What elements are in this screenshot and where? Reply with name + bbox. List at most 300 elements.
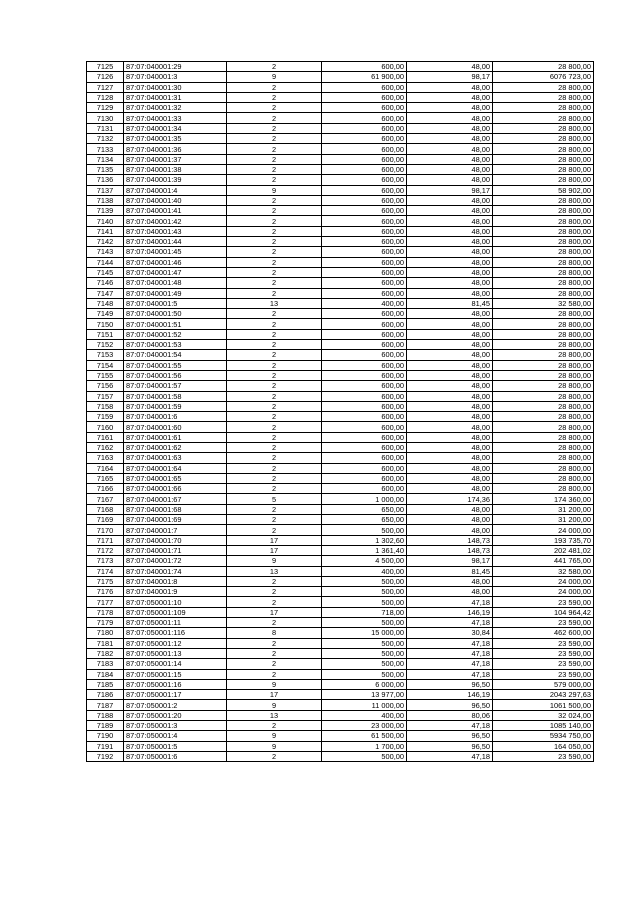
class-code: 2	[227, 113, 322, 123]
cadastral-value: 31 200,00	[493, 515, 594, 525]
area-value: 600,00	[322, 164, 407, 174]
cadastral-value: 28 800,00	[493, 278, 594, 288]
cadastral-value: 28 800,00	[493, 123, 594, 133]
area-value: 600,00	[322, 154, 407, 164]
table-row	[87, 700, 594, 710]
area-value: 600,00	[322, 473, 407, 483]
class-code: 2	[227, 175, 322, 185]
table-row	[87, 710, 594, 720]
rate-value: 48,00	[407, 525, 493, 535]
table-row	[87, 679, 594, 689]
rate-value: 47,18	[407, 648, 493, 658]
cadastral-number: 87:07:050001:6	[124, 751, 227, 761]
area-value: 600,00	[322, 226, 407, 236]
area-value: 600,00	[322, 113, 407, 123]
cadastral-number: 87:07:050001:5	[124, 741, 227, 751]
cadastral-value: 28 800,00	[493, 422, 594, 432]
table-row	[87, 412, 594, 422]
rate-value: 96,50	[407, 700, 493, 710]
class-code: 2	[227, 576, 322, 586]
class-code: 17	[227, 545, 322, 555]
table-row	[87, 535, 594, 545]
cadastral-number: 87:07:040001:44	[124, 237, 227, 247]
area-value: 600,00	[322, 237, 407, 247]
cadastral-number: 87:07:040001:5	[124, 298, 227, 308]
cadastral-value: 28 800,00	[493, 473, 594, 483]
cadastral-value: 23 590,00	[493, 597, 594, 607]
cadastral-value: 24 000,00	[493, 587, 594, 597]
rate-value: 48,00	[407, 587, 493, 597]
rate-value: 48,00	[407, 257, 493, 267]
table-row	[87, 751, 594, 761]
cadastral-value: 31 200,00	[493, 504, 594, 514]
table-row	[87, 463, 594, 473]
row-number: 7147	[87, 288, 124, 298]
rate-value: 48,00	[407, 319, 493, 329]
cadastral-number: 87:07:050001:16	[124, 679, 227, 689]
class-code: 17	[227, 607, 322, 617]
row-number: 7155	[87, 370, 124, 380]
row-number: 7135	[87, 164, 124, 174]
cadastral-value: 579 000,00	[493, 679, 594, 689]
table-row	[87, 659, 594, 669]
cadastral-value: 23 590,00	[493, 638, 594, 648]
cadastre-table	[86, 61, 594, 762]
rate-value: 48,00	[407, 360, 493, 370]
row-number: 7133	[87, 144, 124, 154]
class-code: 9	[227, 72, 322, 82]
area-value: 400,00	[322, 710, 407, 720]
class-code: 2	[227, 103, 322, 113]
class-code: 2	[227, 648, 322, 658]
table-row	[87, 607, 594, 617]
row-number: 7191	[87, 741, 124, 751]
rate-value: 98,17	[407, 185, 493, 195]
rate-value: 48,00	[407, 515, 493, 525]
class-code: 2	[227, 638, 322, 648]
row-number: 7132	[87, 134, 124, 144]
row-number: 7186	[87, 690, 124, 700]
rate-value: 48,00	[407, 164, 493, 174]
area-value: 500,00	[322, 659, 407, 669]
rate-value: 174,36	[407, 494, 493, 504]
cadastral-value: 28 800,00	[493, 226, 594, 236]
area-value: 600,00	[322, 453, 407, 463]
rate-value: 148,73	[407, 545, 493, 555]
cadastral-value: 58 902,00	[493, 185, 594, 195]
rate-value: 96,50	[407, 679, 493, 689]
cadastral-value: 28 800,00	[493, 82, 594, 92]
rate-value: 96,50	[407, 741, 493, 751]
rate-value: 48,00	[407, 195, 493, 205]
rate-value: 48,00	[407, 123, 493, 133]
cadastral-number: 87:07:050001:4	[124, 731, 227, 741]
cadastral-number: 87:07:040001:30	[124, 82, 227, 92]
table-row	[87, 545, 594, 555]
rate-value: 146,19	[407, 690, 493, 700]
area-value: 500,00	[322, 587, 407, 597]
table-row	[87, 226, 594, 236]
cadastral-number: 87:07:040001:38	[124, 164, 227, 174]
area-value: 600,00	[322, 288, 407, 298]
class-code: 2	[227, 154, 322, 164]
cadastral-value: 5934 750,00	[493, 731, 594, 741]
rate-value: 48,00	[407, 391, 493, 401]
row-number: 7187	[87, 700, 124, 710]
row-number: 7176	[87, 587, 124, 597]
cadastral-number: 87:07:040001:59	[124, 401, 227, 411]
cadastral-value: 202 481,02	[493, 545, 594, 555]
class-code: 2	[227, 381, 322, 391]
cadastral-number: 87:07:040001:61	[124, 432, 227, 442]
cadastral-number: 87:07:040001:54	[124, 350, 227, 360]
area-value: 500,00	[322, 618, 407, 628]
class-code: 9	[227, 556, 322, 566]
cadastral-number: 87:07:040001:71	[124, 545, 227, 555]
cadastral-value: 28 800,00	[493, 164, 594, 174]
row-number: 7138	[87, 195, 124, 205]
cadastral-value: 28 800,00	[493, 381, 594, 391]
rate-value: 148,73	[407, 535, 493, 545]
row-number: 7144	[87, 257, 124, 267]
rate-value: 98,17	[407, 556, 493, 566]
area-value: 600,00	[322, 350, 407, 360]
class-code: 2	[227, 206, 322, 216]
table-row	[87, 690, 594, 700]
cadastral-value: 23 590,00	[493, 669, 594, 679]
area-value: 600,00	[322, 309, 407, 319]
area-value: 1 361,40	[322, 545, 407, 555]
class-code: 5	[227, 494, 322, 504]
cadastral-number: 87:07:040001:43	[124, 226, 227, 236]
class-code: 2	[227, 391, 322, 401]
rate-value: 48,00	[407, 237, 493, 247]
class-code: 2	[227, 659, 322, 669]
row-number: 7166	[87, 484, 124, 494]
cadastral-value: 28 800,00	[493, 340, 594, 350]
area-value: 500,00	[322, 669, 407, 679]
cadastral-number: 87:07:040001:32	[124, 103, 227, 113]
rate-value: 48,00	[407, 206, 493, 216]
cadastral-number: 87:07:040001:47	[124, 267, 227, 277]
table-row	[87, 741, 594, 751]
area-value: 600,00	[322, 360, 407, 370]
class-code: 2	[227, 247, 322, 257]
table-row	[87, 278, 594, 288]
class-code: 2	[227, 473, 322, 483]
cadastral-value: 28 800,00	[493, 154, 594, 164]
class-code: 2	[227, 144, 322, 154]
cadastral-number: 87:07:040001:37	[124, 154, 227, 164]
cadastral-value: 24 000,00	[493, 576, 594, 586]
area-value: 600,00	[322, 412, 407, 422]
class-code: 2	[227, 329, 322, 339]
table-row	[87, 185, 594, 195]
area-value: 600,00	[322, 278, 407, 288]
row-number: 7154	[87, 360, 124, 370]
cadastral-number: 87:07:040001:72	[124, 556, 227, 566]
cadastral-number: 87:07:040001:51	[124, 319, 227, 329]
row-number: 7183	[87, 659, 124, 669]
area-value: 6 000,00	[322, 679, 407, 689]
cadastral-value: 104 964,42	[493, 607, 594, 617]
class-code: 2	[227, 278, 322, 288]
class-code: 2	[227, 618, 322, 628]
rate-value: 96,50	[407, 731, 493, 741]
class-code: 2	[227, 504, 322, 514]
class-code: 2	[227, 340, 322, 350]
row-number: 7130	[87, 113, 124, 123]
cadastral-number: 87:07:040001:58	[124, 391, 227, 401]
area-value: 650,00	[322, 504, 407, 514]
cadastral-value: 28 800,00	[493, 267, 594, 277]
cadastral-value: 28 800,00	[493, 401, 594, 411]
table-row	[87, 62, 594, 72]
class-code: 2	[227, 319, 322, 329]
rate-value: 48,00	[407, 463, 493, 473]
table-row	[87, 504, 594, 514]
row-number: 7136	[87, 175, 124, 185]
table-row	[87, 618, 594, 628]
area-value: 4 500,00	[322, 556, 407, 566]
cadastral-number: 87:07:040001:60	[124, 422, 227, 432]
row-number: 7143	[87, 247, 124, 257]
table-row	[87, 195, 594, 205]
row-number: 7157	[87, 391, 124, 401]
cadastral-value: 23 590,00	[493, 648, 594, 658]
area-value: 600,00	[322, 92, 407, 102]
class-code: 2	[227, 257, 322, 267]
cadastral-value: 32 024,00	[493, 710, 594, 720]
table-row	[87, 731, 594, 741]
class-code: 2	[227, 360, 322, 370]
row-number: 7137	[87, 185, 124, 195]
class-code: 9	[227, 700, 322, 710]
row-number: 7128	[87, 92, 124, 102]
cadastral-number: 87:07:040001:45	[124, 247, 227, 257]
cadastral-number: 87:07:040001:8	[124, 576, 227, 586]
row-number: 7162	[87, 442, 124, 452]
rate-value: 48,00	[407, 278, 493, 288]
cadastral-number: 87:07:040001:36	[124, 144, 227, 154]
row-number: 7139	[87, 206, 124, 216]
row-number: 7170	[87, 525, 124, 535]
rate-value: 47,18	[407, 618, 493, 628]
table-row	[87, 597, 594, 607]
cadastral-value: 193 735,70	[493, 535, 594, 545]
class-code: 2	[227, 453, 322, 463]
cadastral-value: 6076 723,00	[493, 72, 594, 82]
row-number: 7161	[87, 432, 124, 442]
row-number: 7179	[87, 618, 124, 628]
table-row	[87, 648, 594, 658]
cadastral-number: 87:07:040001:39	[124, 175, 227, 185]
cadastral-number: 87:07:050001:109	[124, 607, 227, 617]
row-number: 7126	[87, 72, 124, 82]
row-number: 7168	[87, 504, 124, 514]
row-number: 7184	[87, 669, 124, 679]
area-value: 600,00	[322, 267, 407, 277]
rate-value: 48,00	[407, 370, 493, 380]
area-value: 600,00	[322, 442, 407, 452]
table-row	[87, 319, 594, 329]
area-value: 600,00	[322, 381, 407, 391]
area-value: 600,00	[322, 319, 407, 329]
cadastral-value: 28 800,00	[493, 257, 594, 267]
area-value: 600,00	[322, 257, 407, 267]
rate-value: 48,00	[407, 432, 493, 442]
class-code: 2	[227, 432, 322, 442]
class-code: 2	[227, 463, 322, 473]
cadastral-value: 28 800,00	[493, 329, 594, 339]
class-code: 2	[227, 92, 322, 102]
rate-value: 48,00	[407, 288, 493, 298]
class-code: 2	[227, 587, 322, 597]
row-number: 7129	[87, 103, 124, 113]
cadastral-value: 462 600,00	[493, 628, 594, 638]
table-row	[87, 103, 594, 113]
rate-value: 146,19	[407, 607, 493, 617]
area-value: 600,00	[322, 134, 407, 144]
row-number: 7163	[87, 453, 124, 463]
table-row	[87, 432, 594, 442]
cadastral-value: 28 800,00	[493, 442, 594, 452]
area-value: 23 000,00	[322, 721, 407, 731]
area-value: 600,00	[322, 463, 407, 473]
class-code: 2	[227, 216, 322, 226]
table-body	[87, 62, 594, 762]
cadastral-number: 87:07:040001:6	[124, 412, 227, 422]
area-value: 718,00	[322, 607, 407, 617]
class-code: 9	[227, 185, 322, 195]
cadastral-number: 87:07:040001:41	[124, 206, 227, 216]
cadastral-value: 28 800,00	[493, 463, 594, 473]
class-code: 2	[227, 164, 322, 174]
cadastral-number: 87:07:040001:57	[124, 381, 227, 391]
area-value: 13 977,00	[322, 690, 407, 700]
rate-value: 48,00	[407, 154, 493, 164]
cadastral-number: 87:07:040001:64	[124, 463, 227, 473]
cadastral-number: 87:07:040001:33	[124, 113, 227, 123]
rate-value: 47,18	[407, 659, 493, 669]
rate-value: 48,00	[407, 442, 493, 452]
row-number: 7134	[87, 154, 124, 164]
table-row	[87, 288, 594, 298]
row-number: 7167	[87, 494, 124, 504]
class-code: 17	[227, 535, 322, 545]
class-code: 2	[227, 134, 322, 144]
cadastral-number: 87:07:050001:10	[124, 597, 227, 607]
cadastral-value: 28 800,00	[493, 484, 594, 494]
row-number: 7125	[87, 62, 124, 72]
table-row	[87, 381, 594, 391]
class-code: 2	[227, 669, 322, 679]
table-row	[87, 175, 594, 185]
table-row	[87, 494, 594, 504]
table-row	[87, 442, 594, 452]
row-number: 7145	[87, 267, 124, 277]
row-number: 7151	[87, 329, 124, 339]
cadastral-value: 2043 297,63	[493, 690, 594, 700]
area-value: 600,00	[322, 422, 407, 432]
row-number: 7141	[87, 226, 124, 236]
rate-value: 48,00	[407, 422, 493, 432]
cadastral-number: 87:07:050001:11	[124, 618, 227, 628]
cadastral-number: 87:07:050001:17	[124, 690, 227, 700]
rate-value: 48,00	[407, 113, 493, 123]
cadastral-number: 87:07:040001:40	[124, 195, 227, 205]
class-code: 2	[227, 412, 322, 422]
row-number: 7140	[87, 216, 124, 226]
cadastral-number: 87:07:040001:74	[124, 566, 227, 576]
table-row	[87, 525, 594, 535]
class-code: 2	[227, 370, 322, 380]
cadastral-value: 28 800,00	[493, 216, 594, 226]
area-value: 600,00	[322, 391, 407, 401]
cadastral-number: 87:07:040001:69	[124, 515, 227, 525]
class-code: 9	[227, 679, 322, 689]
cadastral-value: 28 800,00	[493, 247, 594, 257]
rate-value: 48,00	[407, 226, 493, 236]
row-number: 7174	[87, 566, 124, 576]
class-code: 13	[227, 566, 322, 576]
area-value: 1 700,00	[322, 741, 407, 751]
rate-value: 81,45	[407, 566, 493, 576]
row-number: 7189	[87, 721, 124, 731]
row-number: 7182	[87, 648, 124, 658]
cadastral-number: 87:07:050001:12	[124, 638, 227, 648]
rate-value: 48,00	[407, 82, 493, 92]
rate-value: 48,00	[407, 381, 493, 391]
rate-value: 48,00	[407, 216, 493, 226]
class-code: 2	[227, 62, 322, 72]
area-value: 600,00	[322, 62, 407, 72]
area-value: 500,00	[322, 597, 407, 607]
class-code: 2	[227, 82, 322, 92]
cadastral-number: 87:07:040001:3	[124, 72, 227, 82]
table-row	[87, 340, 594, 350]
rate-value: 81,45	[407, 298, 493, 308]
cadastral-number: 87:07:040001:50	[124, 309, 227, 319]
rate-value: 48,00	[407, 453, 493, 463]
class-code: 2	[227, 237, 322, 247]
rate-value: 48,00	[407, 473, 493, 483]
area-value: 500,00	[322, 576, 407, 586]
row-number: 7165	[87, 473, 124, 483]
area-value: 600,00	[322, 103, 407, 113]
area-value: 600,00	[322, 432, 407, 442]
rate-value: 48,00	[407, 134, 493, 144]
rate-value: 47,18	[407, 721, 493, 731]
area-value: 1 000,00	[322, 494, 407, 504]
table-row	[87, 453, 594, 463]
row-number: 7148	[87, 298, 124, 308]
table-row	[87, 556, 594, 566]
row-number: 7153	[87, 350, 124, 360]
cadastral-value: 28 800,00	[493, 113, 594, 123]
row-number: 7142	[87, 237, 124, 247]
rate-value: 48,00	[407, 412, 493, 422]
table-row	[87, 566, 594, 576]
class-code: 13	[227, 710, 322, 720]
class-code: 2	[227, 267, 322, 277]
rate-value: 98,17	[407, 72, 493, 82]
row-number: 7188	[87, 710, 124, 720]
cadastral-value: 28 800,00	[493, 92, 594, 102]
table-row	[87, 370, 594, 380]
table-row	[87, 669, 594, 679]
row-number: 7177	[87, 597, 124, 607]
